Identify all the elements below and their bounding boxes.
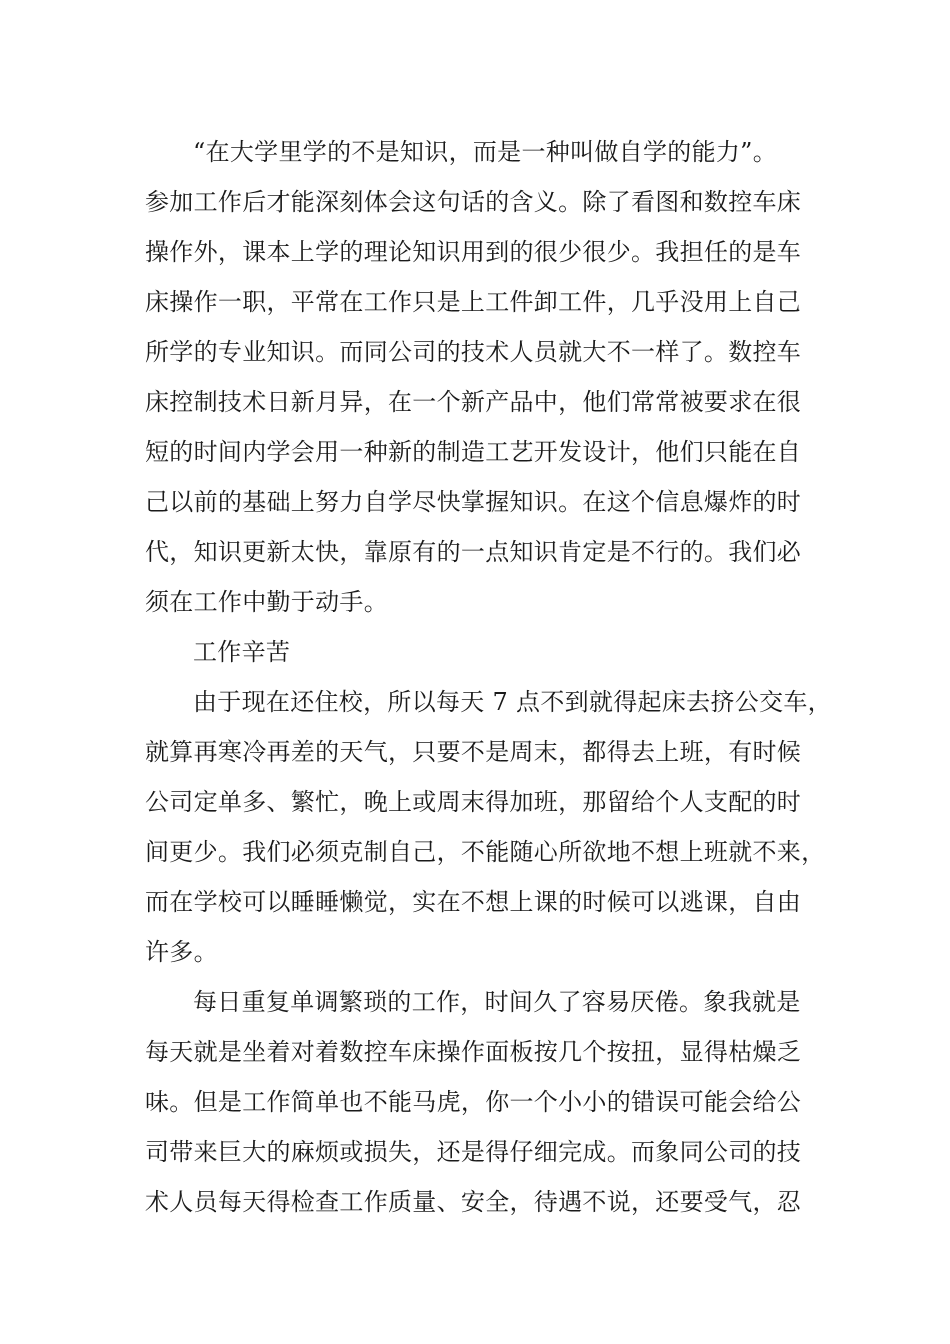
paragraph-3-line-5: 术人员每天得检查工作质量、安全，待遇不说，还要受气，忍 (145, 1188, 802, 1216)
paragraph-1-line-1: “在大学里学的不是知识，而是一种叫做自学的能力”。 (193, 138, 778, 166)
paragraph-2-line-2: 就算再寒冷再差的天气，只要不是周末，都得去上班，有时候 (145, 738, 802, 766)
paragraph-1-line-10: 须在工作中勤于动手。 (145, 588, 388, 616)
paragraph-3-line-1: 每日重复单调繁琐的工作，时间久了容易厌倦。象我就是 (193, 988, 801, 1016)
paragraph-1-line-5: 所学的专业知识。而同公司的技术人员就大不一样了。数控车 (145, 338, 802, 366)
paragraph-1-line-2: 参加工作后才能深刻体会这句话的含义。除了看图和数控车床 (145, 188, 802, 216)
paragraph-1-line-9: 代，知识更新太快，靠原有的一点知识肯定是不行的。我们必 (145, 538, 802, 566)
paragraph-1-line-7: 短的时间内学会用一种新的制造工艺开发设计，他们只能在自 (145, 438, 802, 466)
paragraph-2-line-3: 公司定单多、繁忙，晚上或周末得加班，那留给个人支配的时 (145, 788, 802, 816)
paragraph-2-line-1: 由于现在还住校，所以每天 7 点不到就得起床去挤公交车， (193, 688, 832, 716)
paragraph-2-line-5: 而在学校可以睡睡懒觉，实在不想上课的时候可以逃课，自由 (145, 888, 802, 916)
paragraph-3-line-2: 每天就是坐着对着数控车床操作面板按几个按扭，显得枯燥乏 (145, 1038, 802, 1066)
paragraph-3-line-4: 司带来巨大的麻烦或损失，还是得仔细完成。而象同公司的技 (145, 1138, 802, 1166)
section-heading: 工作辛苦 (193, 638, 291, 666)
paragraph-1-line-8: 己以前的基础上努力自学尽快掌握知识。在这个信息爆炸的时 (145, 488, 802, 516)
paragraph-1-line-3: 操作外，课本上学的理论知识用到的很少很少。我担任的是车 (145, 238, 802, 266)
paragraph-1-line-6: 床控制技术日新月异，在一个新产品中，他们常常被要求在很 (145, 388, 802, 416)
paragraph-3-line-3: 味。但是工作简单也不能马虎，你一个小小的错误可能会给公 (145, 1088, 802, 1116)
paragraph-2-line-4: 间更少。我们必须克制自己，不能随心所欲地不想上班就不来， (145, 838, 826, 866)
paragraph-1-line-4: 床操作一职，平常在工作只是上工件卸工件，几乎没用上自己 (145, 288, 802, 316)
paragraph-2-line-6: 许多。 (145, 938, 218, 966)
